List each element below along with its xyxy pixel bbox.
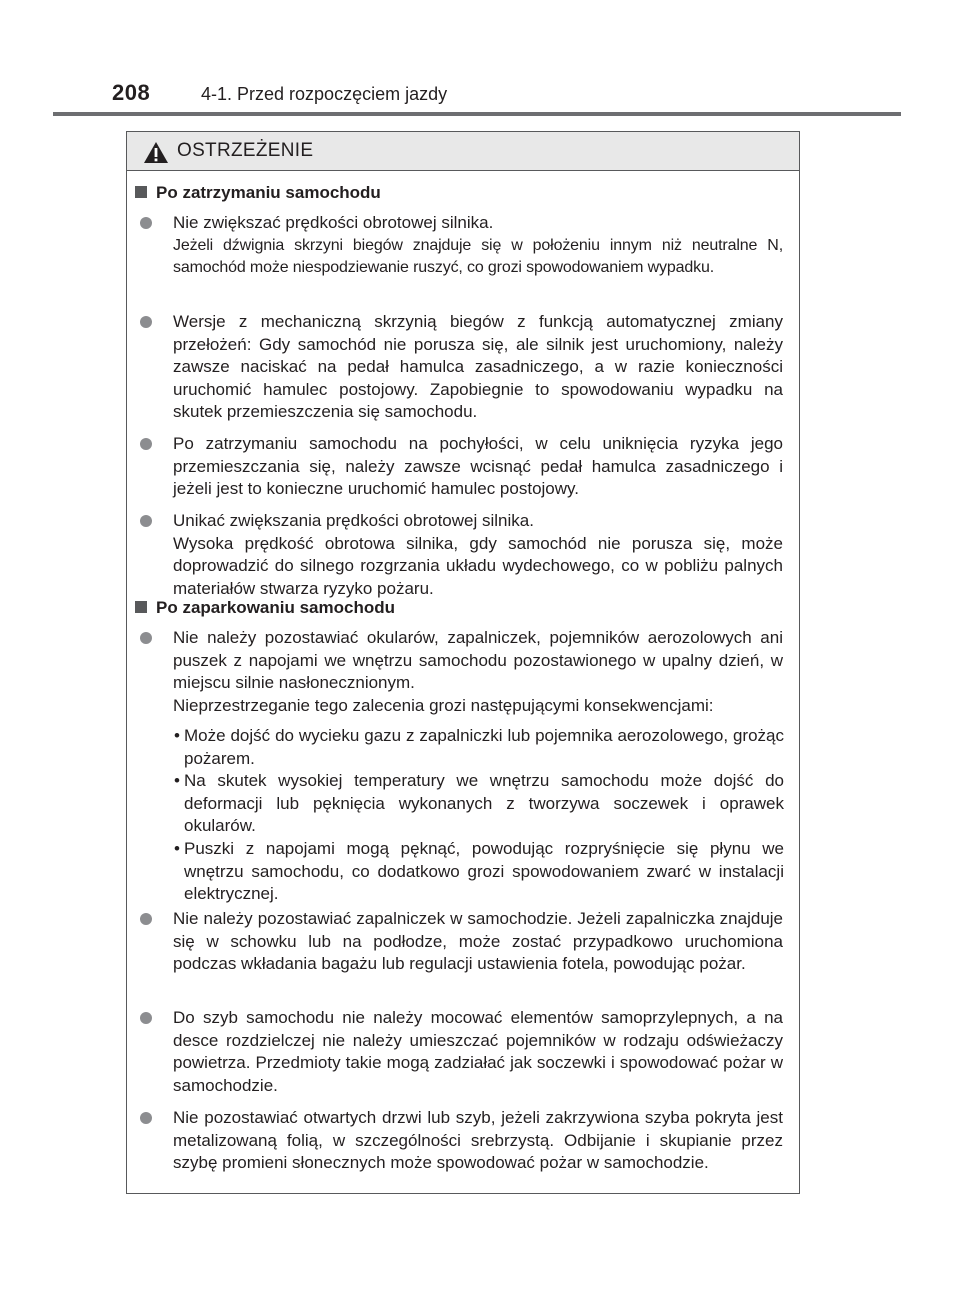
- circle-bullet-icon: [140, 316, 152, 328]
- section-title: 4-1. Przed rozpoczęciem jazdy: [201, 84, 448, 104]
- circle-bullet-icon: [140, 1012, 152, 1024]
- sub-bullet-item: • Na skutek wysokiej temperatury we wnętrzu samochodu może dojść do deformacji lub pęknięcia wykonanych z tworzywa soczewek i oprawek okularów.: [174, 771, 784, 835]
- circle-bullet-icon: [140, 217, 152, 229]
- section-heading: Po zaparkowaniu samochodu: [135, 598, 395, 618]
- list-item: Po zatrzymaniu samochodu na pochyłości, w celu uniknięcia ryzyka jego przemieszczania się, należy zawsze wcisnąć pedał hamulca zasadniczego i jeżeli jest to konieczne uruchomić hamulec postojowy.: [153, 433, 783, 501]
- square-bullet-icon: [135, 186, 147, 198]
- circle-bullet-icon: [140, 438, 152, 450]
- circle-bullet-icon: [140, 515, 152, 527]
- header-rule: [53, 112, 901, 116]
- list-item: Unikać zwiększania prędkości obrotowej silnika. Wysoka prędkość obrotowa silnika, gdy samochód nie porusza się, może doprowadzić do silnego rozgrzania układu wydechowego, co w pobliżu palnych materiałów stwarza ryzyko pożaru.: [153, 510, 783, 600]
- sub-bullet-item: • Może dojść do wycieku gazu z zapalniczki lub pojemnika aerozolowego, grożąc pożarem.: [174, 726, 784, 768]
- circle-bullet-icon: [140, 632, 152, 644]
- page-number: 208: [112, 80, 151, 105]
- circle-bullet-icon: [140, 1112, 152, 1124]
- list-item: Nie zwiększać prędkości obrotowej silnika. Jeżeli dźwignia skrzyni biegów znajduje się w położeniu innym niż neutralne N, samochód może niespodziewanie ruszyć, co grozi spowodowaniem wypadku.: [153, 212, 783, 280]
- warning-title: OSTRZEŻENIE: [177, 140, 314, 161]
- sub-bullet-item: • Puszki z napojami mogą pęknąć, powodując rozpryśnięcie się płynu we wnętrzu samochodu, co dodatkowo grozi spowodowaniem zwarć w instalacji elektrycznej.: [174, 839, 784, 903]
- warning-box: [126, 131, 800, 1194]
- list-item: Nie należy pozostawiać zapalniczek w samochodzie. Jeżeli zapalniczka znajduje się w schowku lub na podłodze, może zostać przypadkowo uruchomiona podczas wkładania bagażu lub regulacji ustawienia fotela, powodując pożar.: [153, 908, 783, 976]
- list-item: Do szyb samochodu nie należy mocować elementów samoprzylepnych, a na desce rozdzielczej nie należy umieszczać pojemników w rodzaju odświeżaczy powietrza. Przedmioty takie mogą zadziałać jak soczewki i spowodować pożar w samochodzie.: [153, 1007, 783, 1097]
- page-header: [0, 0, 960, 118]
- list-item: Nie należy pozostawiać okularów, zapalniczek, pojemników aerozolowych ani puszek z napojami we wnętrzu samochodu pozostawionego w upalny dzień, w miejscu silnie nasłonecznionym. Nieprzestrzeganie tego zalecenia grozi następującymi konsekwencjami:: [153, 627, 783, 717]
- section-heading: Po zatrzymaniu samochodu: [135, 183, 381, 203]
- list-item: Nie pozostawiać otwartych drzwi lub szyb, jeżeli zakrzywiona szyba pokryta jest metalizowaną folią, w szczególności srebrzystą. Odbijanie i skupianie przez szybę promieni słonecznych może spowodować pożar w samochodzie.: [153, 1107, 783, 1175]
- warning-header: [127, 132, 799, 171]
- warning-triangle-icon: [143, 141, 169, 164]
- circle-bullet-icon: [140, 913, 152, 925]
- square-bullet-icon: [135, 601, 147, 613]
- list-item: Wersje z mechaniczną skrzynią biegów z funkcją automatycznej zmiany przełożeń: Gdy samochód nie porusza się, ale silnik jest uruchomiony, należy zawsze naciskać na pedał hamulca zasadniczego, a w razie konieczności uruchomić hamulec postojowy. Zapobiegnie to spowodowaniu wypadku na skutek przemieszczenia się samochodu.: [153, 311, 783, 424]
